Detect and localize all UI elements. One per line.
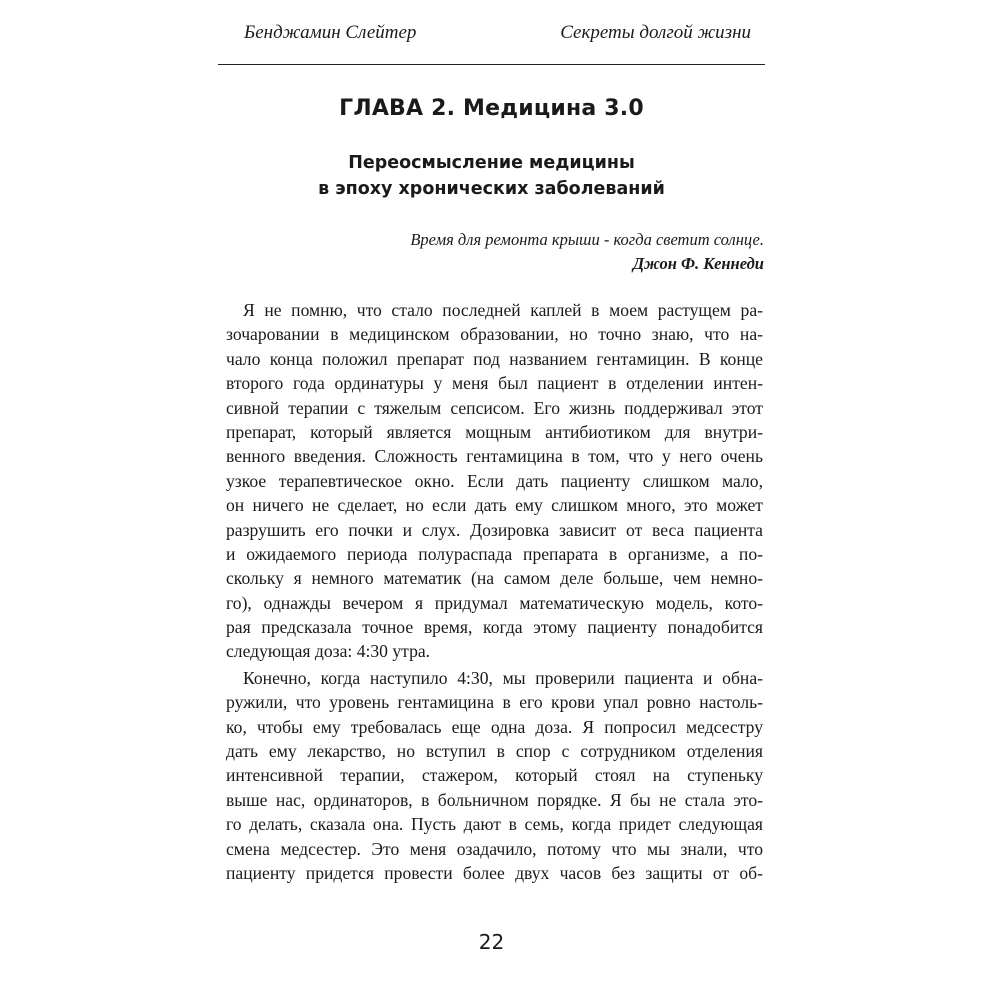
epigraph	[260, 228, 764, 276]
text-line: Конечно, когда наступило 4:30, мы проверили пациента и обна-	[243, 667, 763, 688]
chapter-title: ГЛАВА 2. Медицина 3.0	[339, 96, 644, 121]
chapter-subtitle-line: в эпоху хронических заболеваний	[318, 179, 665, 199]
text-line: го делать, сказала она. Пусть дают в семь, когда придет следующая	[226, 814, 763, 835]
text-line: следующая доза: 4:30 утра.	[226, 641, 431, 662]
text-line: рая предсказала точное время, когда этому пациенту понадобится	[226, 617, 763, 638]
paragraph	[226, 298, 763, 664]
header-book-title: Секреты долгой жизни	[560, 22, 751, 43]
text-line: узкое терапевтическое окно. Если дать пациенту слишком мало,	[226, 470, 763, 491]
text-line: пациенту придется провести более двух часов без защиты от об-	[226, 862, 763, 883]
body-text	[226, 298, 763, 885]
running-header	[218, 18, 765, 65]
text-line: зочаровании в медицинском образовании, но точно знаю, что на-	[226, 324, 763, 345]
text-line: го), однажды вечером я придумал математическую модель, кото-	[226, 592, 763, 613]
text-line: препарат, который является мощным антибиотиком для внутри-	[226, 421, 763, 442]
epigraph-attribution: Джон Ф. Кеннеди	[632, 254, 764, 273]
text-line: скольку я немного математик (на самом деле больше, чем немно-	[226, 568, 763, 589]
text-line: сивной терапии с тяжелым сепсисом. Его жизнь поддерживал этот	[226, 397, 763, 418]
text-line: дать ему лекарство, но вступил в спор с сотрудником отделения	[226, 741, 763, 762]
chapter-subtitle	[218, 150, 765, 202]
text-line: чало конца положил препарат под названием гентамицин. В конце	[226, 348, 763, 369]
chapter-subtitle-line: Переосмысление медицины	[348, 153, 635, 173]
text-line: ко, чтобы ему требовалась еще одна доза. Я попросил медсестру	[226, 716, 763, 737]
paragraph	[226, 666, 763, 886]
text-line: Я не помню, что стало последней каплей в моем растущем ра-	[243, 300, 763, 320]
text-line: интенсивной терапии, стажером, который стоял на ступеньку	[226, 765, 763, 786]
text-line: венного введения. Сложность гентамицина в том, что у него очень	[226, 446, 763, 467]
text-line: смена медсестер. Это меня озадачило, потому что мы знали, что	[226, 838, 763, 859]
text-line: и ожидаемого периода полураспада препарата в организме, а по-	[226, 543, 763, 564]
epigraph-quote: Время для ремонта крыши - когда светит солнце.	[410, 230, 764, 249]
text-line: второго года ординатуры у меня был пациент в отделении интен-	[226, 373, 763, 394]
header-author: Бенджамин Слейтер	[244, 22, 417, 43]
page-number: 22	[478, 930, 505, 954]
text-line: он ничего не сделает, но если дать ему слишком много, это может	[226, 495, 763, 516]
text-line: разрушить его почки и слух. Дозировка зависит от веса пациента	[226, 519, 763, 540]
text-line: ружили, что уровень гентамицина в его крови упал ровно настоль-	[226, 692, 763, 713]
text-line: выше нас, ординаторов, в больничном порядке. Я бы не стала это-	[226, 789, 763, 810]
